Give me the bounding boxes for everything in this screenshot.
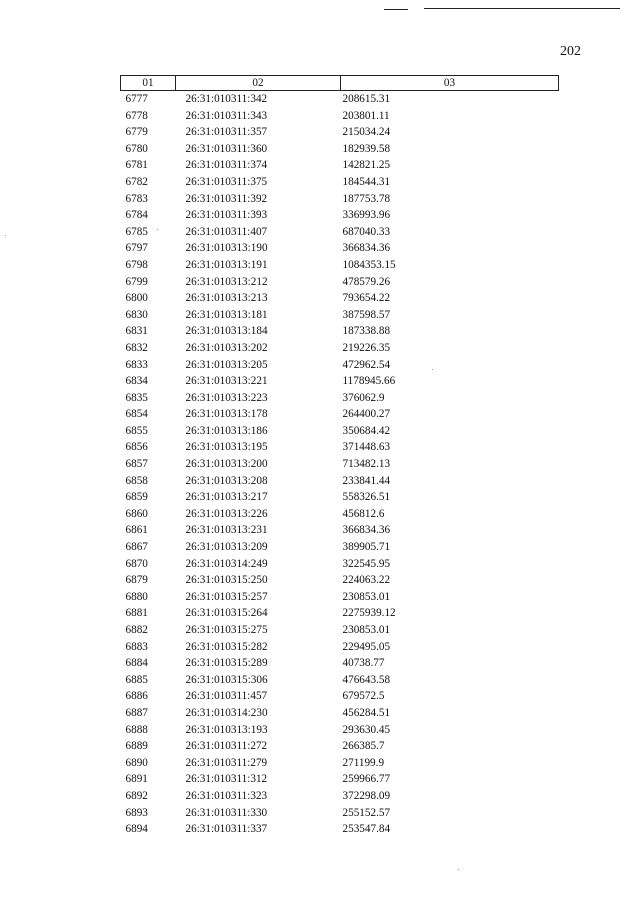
- row-number: 6892: [125, 789, 148, 802]
- cadastral-value: 215034.24: [342, 126, 391, 139]
- row-number: 6888: [125, 723, 148, 736]
- row-number: 6777: [125, 93, 148, 105]
- table-row: [121, 489, 559, 506]
- cadastral-number: 26:31:010311:342: [185, 93, 268, 105]
- table-row: [121, 390, 559, 407]
- table-row: [121, 688, 559, 705]
- row-number: 6891: [125, 773, 148, 786]
- table-row: [121, 191, 559, 208]
- table-row: [121, 556, 559, 573]
- row-number: 6799: [125, 275, 148, 288]
- table-row: [121, 605, 559, 622]
- scan-speck: [5, 235, 6, 236]
- cadastral-value: 253547.84: [342, 823, 391, 836]
- cadastral-value: 1178945.66: [342, 375, 396, 388]
- table-body: [121, 91, 559, 838]
- column-header-03: 03: [341, 76, 559, 91]
- cadastral-number: 26:31:010313:205: [185, 358, 268, 371]
- cadastral-number: 26:31:010313:200: [185, 458, 268, 471]
- row-number: 6883: [125, 640, 148, 653]
- cadastral-number: 26:31:010313:190: [185, 242, 268, 255]
- row-number: 6887: [125, 706, 148, 719]
- cadastral-value: 372298.09: [342, 789, 391, 802]
- cadastral-value: 366834.36: [342, 524, 391, 537]
- cadastral-number: 26:31:010313:178: [185, 408, 268, 421]
- cadastral-value: 271199.9: [342, 756, 385, 769]
- cadastral-number: 26:31:010313:208: [185, 474, 268, 487]
- cadastral-number: 26:31:010313:213: [185, 292, 268, 305]
- column-header-02: 02: [176, 76, 341, 91]
- cadastral-number: 26:31:010313:231: [185, 524, 268, 537]
- table-row: [121, 357, 559, 374]
- table-row: [121, 274, 559, 291]
- cadastral-number: 26:31:010315:250: [185, 574, 268, 587]
- cadastral-number: 26:31:010313:193: [185, 723, 268, 736]
- cadastral-number: 26:31:010311:393: [185, 209, 268, 222]
- cadastral-number: 26:31:010315:306: [185, 673, 268, 686]
- row-number: 6831: [125, 325, 148, 338]
- page-number: 202: [560, 44, 581, 59]
- cadastral-number: 26:31:010311:330: [185, 806, 268, 819]
- row-number: 6881: [125, 607, 148, 620]
- row-number: 6886: [125, 690, 148, 703]
- row-number: 6893: [125, 806, 148, 819]
- row-number: 6854: [125, 408, 148, 421]
- row-number: 6879: [125, 574, 148, 587]
- row-number: 6889: [125, 740, 148, 753]
- cadastral-number: 26:31:010313:226: [185, 507, 268, 520]
- cadastral-number: 26:31:010315:289: [185, 657, 268, 670]
- row-number: 6857: [125, 458, 148, 471]
- cadastral-number: 26:31:010311:323: [185, 789, 268, 802]
- cadastral-number: 26:31:010314:230: [185, 706, 268, 719]
- cadastral-value: 558326.51: [342, 491, 391, 504]
- cadastral-value: 713482.13: [342, 458, 391, 471]
- row-number: 6856: [125, 441, 148, 454]
- row-number: 6858: [125, 474, 148, 487]
- cadastral-value: 336993.96: [342, 209, 391, 222]
- cadastral-value: 478579.26: [342, 275, 391, 288]
- cadastral-number: 26:31:010311:312: [185, 773, 268, 786]
- cadastral-value: 679572.5: [342, 690, 385, 703]
- table-row: [121, 423, 559, 440]
- cadastral-number: 26:31:010311:357: [185, 126, 268, 139]
- cadastral-number: 26:31:010311:375: [185, 175, 268, 188]
- row-number: 6800: [125, 292, 148, 305]
- table-row: [121, 323, 559, 340]
- cadastral-value: 376062.9: [342, 391, 385, 404]
- scan-speck: [458, 869, 459, 870]
- table-row: [121, 290, 559, 307]
- cadastral-number: 26:31:010314:249: [185, 557, 268, 570]
- row-number: 6870: [125, 557, 148, 570]
- row-number: 6882: [125, 624, 148, 636]
- cadastral-value: 184544.31: [342, 175, 391, 188]
- row-number: 6861: [125, 524, 148, 537]
- cadastral-number: 26:31:010313:212: [185, 275, 268, 288]
- table-row: [121, 589, 559, 606]
- table-row: [121, 108, 559, 125]
- cadastral-number: 26:31:010311:272: [185, 740, 268, 753]
- table-row: [121, 456, 559, 473]
- cadastral-value: 224063.22: [342, 574, 391, 587]
- table-row: [121, 240, 559, 257]
- table-row: [121, 473, 559, 490]
- cadastral-number: 26:31:010313:217: [185, 491, 268, 504]
- row-number: 6860: [125, 507, 148, 520]
- table-row: [121, 805, 559, 822]
- cadastral-value: 187338.88: [342, 325, 391, 338]
- header-rule-short: [384, 9, 408, 10]
- cadastral-value: 182939.58: [342, 142, 391, 155]
- table-row: [121, 639, 559, 656]
- row-number: 6859: [125, 491, 148, 504]
- cadastral-number: 26:31:010315:275: [185, 624, 268, 636]
- table-row: [121, 124, 559, 141]
- row-number: 6782: [125, 175, 148, 188]
- cadastral-value: 208615.31: [342, 93, 391, 105]
- row-number: 6890: [125, 756, 148, 769]
- table-row: [121, 406, 559, 423]
- cadastral-value: 187753.78: [342, 192, 391, 205]
- table-row: [121, 722, 559, 739]
- row-number: 6780: [125, 142, 148, 155]
- cadastral-number: 26:31:010311:279: [185, 756, 268, 769]
- column-header-01: 01: [121, 76, 176, 91]
- cadastral-value: 371448.63: [342, 441, 391, 454]
- table-row: [121, 257, 559, 274]
- cadastral-value: 266385.7: [342, 740, 385, 753]
- cadastral-value: 229495.05: [342, 640, 391, 653]
- row-number: 6797: [125, 242, 148, 255]
- cadastral-value: 387598.57: [342, 308, 391, 321]
- row-number: 6783: [125, 192, 148, 205]
- row-number: 6885: [125, 673, 148, 686]
- cadastral-number: 26:31:010313:202: [185, 341, 268, 354]
- row-number: 6855: [125, 424, 148, 437]
- table-row: [121, 307, 559, 324]
- table-row: [121, 755, 559, 772]
- cadastral-value: 389905.71: [342, 541, 391, 554]
- cadastral-value: 687040.33: [342, 225, 391, 238]
- cadastral-value: 230853.01: [342, 624, 391, 636]
- table-row: [121, 141, 559, 158]
- row-number: 6785: [125, 225, 148, 238]
- cadastral-number: 26:31:010311:392: [185, 192, 268, 205]
- cadastral-value: 472962.54: [342, 358, 391, 371]
- table-row: [121, 788, 559, 805]
- table-row: [121, 91, 559, 108]
- cadastral-value: 1084353.15: [342, 258, 396, 271]
- cadastral-value-table: [120, 75, 559, 838]
- cadastral-number: 26:31:010311:457: [185, 690, 268, 703]
- cadastral-value: 40738.77: [342, 657, 385, 670]
- header-rule-long: [424, 8, 620, 9]
- table-header: [121, 76, 559, 91]
- table-row: [121, 340, 559, 357]
- row-number: 6832: [125, 341, 148, 354]
- cadastral-value: 793654.22: [342, 292, 391, 305]
- row-number: 6834: [125, 375, 148, 388]
- table-header-row: [121, 76, 559, 91]
- cadastral-number: 26:31:010313:209: [185, 541, 268, 554]
- table-row: [121, 373, 559, 390]
- row-number: 6784: [125, 209, 148, 222]
- cadastral-value: 219226.35: [342, 341, 391, 354]
- cadastral-value: 203801.11: [342, 109, 390, 122]
- table-row: [121, 174, 559, 191]
- cadastral-number: 26:31:010311:343: [185, 109, 268, 122]
- table-row: [121, 771, 559, 788]
- cadastral-number: 26:31:010315:264: [185, 607, 268, 620]
- table-row: [121, 439, 559, 456]
- table-row: [121, 622, 559, 639]
- cadastral-value: 230853.01: [342, 590, 391, 603]
- cadastral-value: 366834.36: [342, 242, 391, 255]
- cadastral-value: 2275939.12: [342, 607, 396, 620]
- row-number: 6781: [125, 159, 148, 172]
- table-row: [121, 539, 559, 556]
- row-number: 6798: [125, 258, 148, 271]
- cadastral-number: 26:31:010311:360: [185, 142, 268, 155]
- cadastral-value: 264400.27: [342, 408, 391, 421]
- table-row: [121, 506, 559, 523]
- table-row: [121, 224, 559, 241]
- scan-speck: [157, 229, 158, 230]
- cadastral-value: 456812.6: [342, 507, 385, 520]
- cadastral-value: 322545.95: [342, 557, 391, 570]
- cadastral-number: 26:31:010311:337: [185, 823, 268, 836]
- cadastral-number: 26:31:010313:195: [185, 441, 268, 454]
- cadastral-value: 456284.51: [342, 706, 391, 719]
- cadastral-value: 142821.25: [342, 159, 391, 172]
- table-row: [121, 738, 559, 755]
- cadastral-number: 26:31:010313:184: [185, 325, 268, 338]
- cadastral-number: 26:31:010311:374: [185, 159, 268, 172]
- cadastral-number: 26:31:010311:407: [185, 225, 268, 238]
- cadastral-number: 26:31:010313:181: [185, 308, 268, 321]
- row-number: 6833: [125, 358, 148, 371]
- cadastral-value: 476643.58: [342, 673, 391, 686]
- table-row: [121, 207, 559, 224]
- cadastral-number: 26:31:010313:186: [185, 424, 268, 437]
- table-row: [121, 705, 559, 722]
- cadastral-number: 26:31:010315:282: [185, 640, 268, 653]
- table-row: [121, 157, 559, 174]
- table-row: [121, 672, 559, 689]
- row-number: 6880: [125, 590, 148, 603]
- cadastral-value: 259966.77: [342, 773, 391, 786]
- row-number: 6894: [125, 823, 148, 836]
- table-row: [121, 572, 559, 589]
- table-row: [121, 522, 559, 539]
- cadastral-number: 26:31:010313:223: [185, 391, 268, 404]
- cadastral-value: 233841.44: [342, 474, 391, 487]
- row-number: 6778: [125, 109, 148, 122]
- cadastral-number: 26:31:010313:191: [185, 258, 268, 271]
- row-number: 6835: [125, 391, 148, 404]
- row-number: 6867: [125, 541, 148, 554]
- cadastral-number: 26:31:010313:221: [185, 375, 268, 388]
- row-number: 6884: [125, 657, 148, 670]
- row-number: 6830: [125, 308, 148, 321]
- table-row: [121, 821, 559, 838]
- scan-speck: [432, 369, 433, 370]
- cadastral-value: 293630.45: [342, 723, 391, 736]
- cadastral-value: 350684.42: [342, 424, 391, 437]
- cadastral-number: 26:31:010315:257: [185, 590, 268, 603]
- table-row: [121, 655, 559, 672]
- row-number: 6779: [125, 126, 148, 139]
- cadastral-value: 255152.57: [342, 806, 391, 819]
